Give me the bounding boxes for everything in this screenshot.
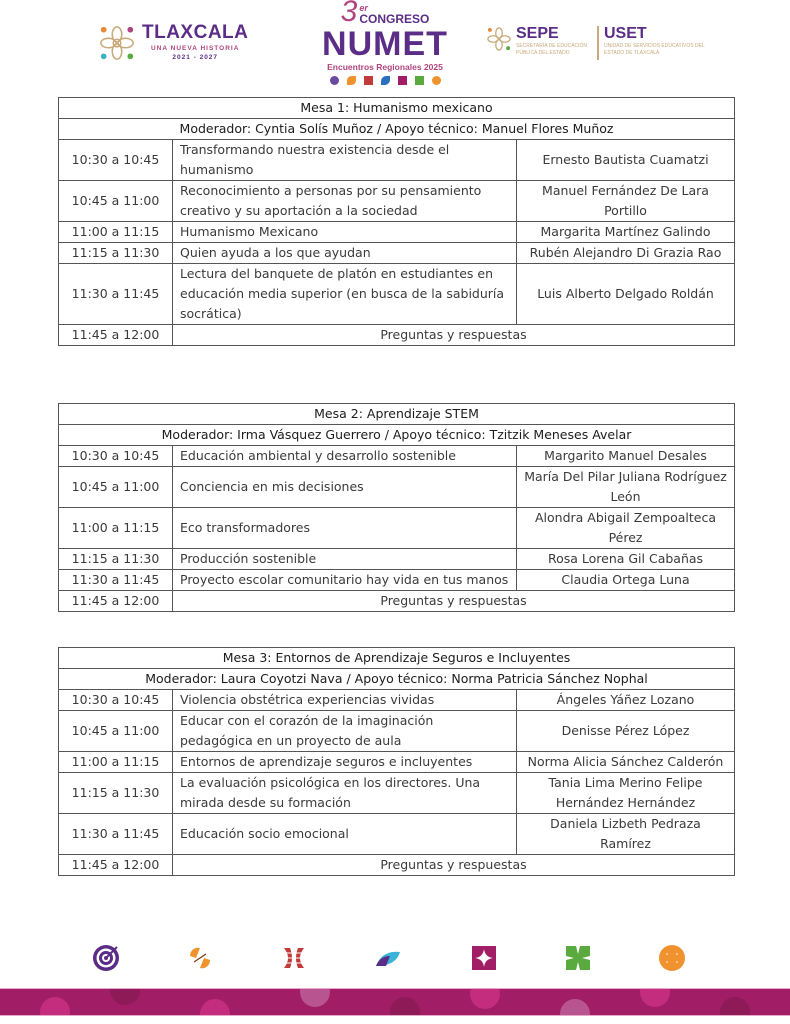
table-row: [59, 752, 735, 773]
table-row: [59, 814, 735, 855]
topic-cell: Educar con el corazón de la imaginación pedagógica en un proyecto de aula: [173, 711, 517, 752]
speaker-cell: María Del Pilar Juliana Rodríguez León: [517, 467, 735, 508]
mesa-title: Mesa 3: Entornos de Aprendizaje Seguros e Incluyentes: [59, 648, 735, 669]
leaf-icon: [374, 944, 402, 972]
logo-divider: [597, 26, 599, 60]
topic-cell: Educación socio emocional: [173, 814, 517, 855]
time-cell: 10:30 a 10:45: [59, 140, 173, 181]
table-row: [59, 773, 735, 814]
topic-cell: Proyecto escolar comunitario hay vida en tus manos: [173, 570, 517, 591]
leaf-icon: [381, 76, 390, 85]
moderator-text: Moderador: Laura Coyotzi Nava / Apoyo técnico: Norma Patricia Sánchez Nophal: [59, 669, 735, 690]
mesa-title: Mesa 1: Humanismo mexicano: [59, 98, 735, 119]
time-cell: 10:45 a 11:00: [59, 181, 173, 222]
mesa-title-row: [59, 98, 735, 119]
orange-halves-icon: [347, 76, 356, 85]
topic-cell: Conciencia en mis decisiones: [173, 467, 517, 508]
qa-cell: Preguntas y respuestas: [173, 855, 735, 876]
red-butterfly-icon: [364, 76, 373, 85]
time-cell: 11:15 a 11:30: [59, 549, 173, 570]
moderator-row: [59, 425, 735, 446]
speaker-cell: Margarita Martínez Galindo: [517, 222, 735, 243]
time-cell: 11:30 a 11:45: [59, 814, 173, 855]
mesa-title-row: [59, 648, 735, 669]
time-cell: 11:15 a 11:30: [59, 773, 173, 814]
topic-cell: Educación ambiental y desarrollo sostenible: [173, 446, 517, 467]
header: [0, 0, 790, 95]
tlaxcala-name: TLAXCALA: [142, 22, 249, 43]
uset-name: USET: [604, 25, 647, 42]
speaker-cell: Denisse Pérez López: [517, 711, 735, 752]
green-cross-icon: [564, 944, 592, 972]
tlaxcala-years: 2021 - 2027: [172, 54, 219, 61]
speaker-cell: Claudia Ortega Luna: [517, 570, 735, 591]
congreso-icon-row: [330, 76, 441, 85]
time-cell: 10:30 a 10:45: [59, 446, 173, 467]
speaker-cell: Alondra Abigail Zempoalteca Pérez: [517, 508, 735, 549]
sepe-flower-icon: [486, 26, 512, 52]
orange-halves-icon: [186, 944, 214, 972]
footer-icons: [0, 940, 790, 980]
uset-block: [604, 24, 710, 57]
time-cell: 11:45 a 12:00: [59, 591, 173, 612]
orange-circle-icon: [658, 944, 686, 972]
moderator-text: Moderador: Irma Vásquez Guerrero / Apoyo técnico: Tzitzik Meneses Avelar: [59, 425, 735, 446]
decorative-footer-band: [0, 988, 790, 1016]
congreso-ordinal: er: [359, 3, 368, 13]
tlaxcala-text-block: [142, 22, 248, 62]
congreso-word-stack: [359, 3, 429, 26]
sepe-desc: SECRETARÍA DE EDUCACIÓN PÚBLICA DEL ESTADO: [516, 43, 588, 56]
closing-row: [59, 591, 735, 612]
table-row: [59, 467, 735, 508]
speaker-cell: Ángeles Yáñez Lozano: [517, 690, 735, 711]
target-icon: [92, 944, 120, 972]
congreso-name: NUMET: [322, 25, 448, 63]
topic-cell: Reconocimiento a personas por su pensamiento creativo y su aportación a la sociedad: [173, 181, 517, 222]
topic-cell: Humanismo Mexicano: [173, 222, 517, 243]
time-cell: 11:45 a 12:00: [59, 325, 173, 346]
star-square-icon: [398, 76, 407, 85]
mesa-title-row: [59, 404, 735, 425]
sepe-uset-logo: [486, 24, 716, 66]
time-cell: 11:30 a 11:45: [59, 570, 173, 591]
topic-cell: Entornos de aprendizaje seguros e incluyentes: [173, 752, 517, 773]
congreso-number: 3: [340, 0, 358, 28]
table-row: [59, 446, 735, 467]
speaker-cell: Tania Lima Merino Felipe Hernández Hernández: [517, 773, 735, 814]
qa-cell: Preguntas y respuestas: [173, 591, 735, 612]
table-row: [59, 711, 735, 752]
mesa-table: [58, 97, 735, 346]
congreso-word: CONGRESO: [359, 12, 430, 26]
table-row: [59, 264, 735, 325]
topic-cell: Quien ayuda a los que ayudan: [173, 243, 517, 264]
time-cell: 10:30 a 10:45: [59, 690, 173, 711]
speaker-cell: Manuel Fernández De Lara Portillo: [517, 181, 735, 222]
topic-cell: Eco transformadores: [173, 508, 517, 549]
speaker-cell: Luis Alberto Delgado Roldán: [517, 264, 735, 325]
table-row: [59, 549, 735, 570]
table-row: [59, 181, 735, 222]
qa-cell: Preguntas y respuestas: [173, 325, 735, 346]
closing-row: [59, 855, 735, 876]
table-row: [59, 243, 735, 264]
closing-row: [59, 325, 735, 346]
time-cell: 11:45 a 12:00: [59, 855, 173, 876]
time-cell: 11:00 a 11:15: [59, 222, 173, 243]
table-row: [59, 140, 735, 181]
speaker-cell: Rosa Lorena Gil Cabañas: [517, 549, 735, 570]
topic-cell: Transformando nuestra existencia desde el humanismo: [173, 140, 517, 181]
tlaxcala-subtitle: UNA NUEVA HISTORIA: [150, 45, 240, 52]
mesa-table: [58, 403, 735, 612]
congreso-logo: [305, 0, 465, 95]
table-row: [59, 690, 735, 711]
time-cell: 10:45 a 11:00: [59, 467, 173, 508]
orange-circle-icon: [432, 76, 441, 85]
speaker-cell: Daniela Lizbeth Pedraza Ramírez: [517, 814, 735, 855]
speaker-cell: Norma Alicia Sánchez Calderón: [517, 752, 735, 773]
green-cross-icon: [415, 76, 424, 85]
red-butterfly-icon: [280, 944, 308, 972]
congreso-subtitle: Encuentros Regionales 2025: [327, 62, 443, 72]
time-cell: 11:00 a 11:15: [59, 508, 173, 549]
sepe-block: [516, 24, 592, 57]
table-row: [59, 508, 735, 549]
mesa-title: Mesa 2: Aprendizaje STEM: [59, 404, 735, 425]
sepe-name: SEPE: [516, 25, 559, 42]
moderator-text: Moderador: Cyntia Solís Muñoz / Apoyo técnico: Manuel Flores Muñoz: [59, 119, 735, 140]
topic-cell: Lectura del banquete de platón en estudiantes en educación media superior (en busca de la sabiduría socrática): [173, 264, 517, 325]
time-cell: 11:30 a 11:45: [59, 264, 173, 325]
topic-cell: La evaluación psicológica en los directores. Una mirada desde su formación: [173, 773, 517, 814]
table-row: [59, 222, 735, 243]
time-cell: 11:15 a 11:30: [59, 243, 173, 264]
speaker-cell: Ernesto Bautista Cuamatzi: [517, 140, 735, 181]
moderator-row: [59, 119, 735, 140]
speaker-cell: Margarito Manuel Desales: [517, 446, 735, 467]
time-cell: 10:45 a 11:00: [59, 711, 173, 752]
tlaxcala-logo: [98, 22, 248, 70]
uset-desc: UNIDAD DE SERVICIOS EDUCATIVOS DEL ESTADO DE TLAXCALA: [604, 43, 705, 56]
target-icon: [330, 76, 339, 85]
table-row: [59, 570, 735, 591]
topic-cell: Violencia obstétrica experiencias vividas: [173, 690, 517, 711]
speaker-cell: Rubén Alejandro Di Grazia Rao: [517, 243, 735, 264]
time-cell: 11:00 a 11:15: [59, 752, 173, 773]
star-square-icon: [470, 944, 498, 972]
mesa-table: [58, 647, 735, 876]
moderator-row: [59, 669, 735, 690]
topic-cell: Producción sostenible: [173, 549, 517, 570]
congreso-top-line: [341, 0, 430, 26]
flower-logo-icon: [98, 24, 136, 62]
